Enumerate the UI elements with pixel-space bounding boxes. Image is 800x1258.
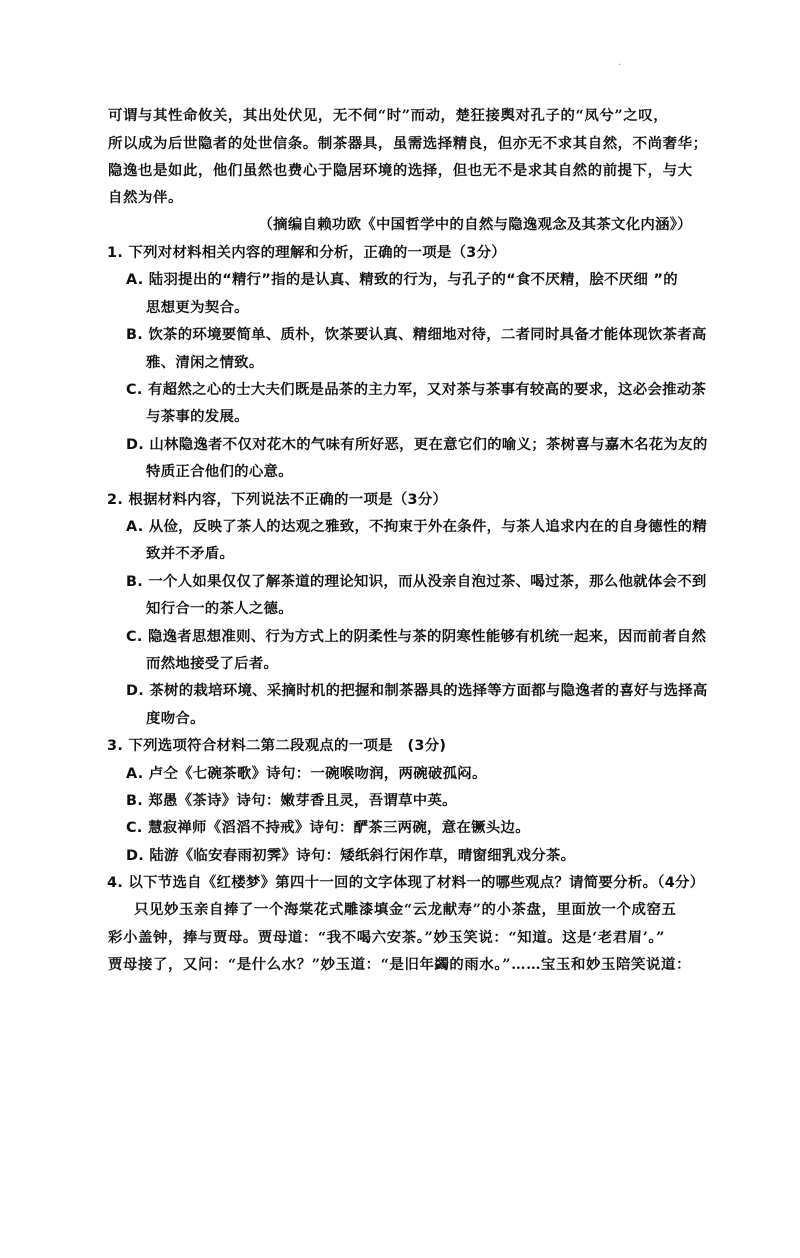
option-c: C. 有超然之心的士大夫们既是品茶的主力军，又对茶与茶事有较高的要求，这必会推动茶 <box>126 382 707 398</box>
option-d: D. 茶树的栽培环境、采摘时机的把握和制茶器具的选择等方面都与隐逸者的喜好与选择高 <box>126 683 708 699</box>
corner-mark: · <box>618 60 622 71</box>
option-c-cont: 而然地接受了后者。 <box>146 656 279 672</box>
option-d-cont: 特质正合他们的心意。 <box>146 464 293 480</box>
question-stem: 3. 下列选项符合材料二第二段观点的一项是 (3分) <box>107 738 447 754</box>
option-d-cont: 度吻合。 <box>146 711 205 727</box>
option-b-cont: 知行合一的茶人之德。 <box>146 601 293 617</box>
excerpt-line: 只见妙玉亲自捧了一个海棠花式雕漆填金“云龙献寿”的小茶盘，里面放一个成窑五 <box>134 901 677 918</box>
option-a-cont: 思想更为契合。 <box>146 300 249 316</box>
option-a: A. 卢仝《七碗茶歌》诗句：一碗喉吻润，两碗破孤闷。 <box>126 766 487 782</box>
passage-line: 可谓与其性命攸关，其出处伏见，无不伺“时”而动，楚狂接舆对孔子的“凤兮”之叹， <box>108 107 669 124</box>
option-d: D. 陆游《临安春雨初霁》诗句：矮纸斜行闲作草，晴窗细乳戏分茶。 <box>126 848 576 864</box>
excerpt-line: 贾母接了，又问：“是什么水？”妙玉道：“是旧年蠲的雨水。”……宝玉和妙玉陪笑说道： <box>108 956 691 973</box>
option-c: C. 慧寂禅师《滔滔不持戒》诗句：酽茶三两碗，意在镢头边。 <box>126 820 530 836</box>
passage-source: （摘编自赖功欧《中国哲学中的自然与隐逸观念及其茶文化内涵》） <box>258 217 692 233</box>
option-d: D. 山林隐逸者不仅对花木的气味有所好恶，更在意它们的喻义；茶树喜与嘉木名花为友的 <box>126 437 708 453</box>
excerpt-line: 彩小盖钟，捧与贾母。贾母道：“我不喝六安茶。”妙玉笑说：“知道。这是‘老君眉’。” <box>108 929 666 946</box>
option-b: B. 一个人如果仅仅了解茶道的理论知识，而从没亲自泡过茶、喝过茶，那么他就体会不到 <box>126 574 707 590</box>
question-stem: 1. 下列对材料相关内容的理解和分析，正确的一项是（3分） <box>107 245 506 261</box>
option-b-cont: 雅、清闲之情致。 <box>146 355 264 371</box>
passage-line: 隐逸也是如此，他们虽然也费心于隐居环境的选择，但也无不是求其自然的前提下，与大 <box>108 162 693 179</box>
option-a: A. 从俭，反映了茶人的达观之雅致，不拘束于外在条件，与茶人追求内在的自身德性的精 <box>126 519 708 535</box>
question-stem: 4. 以下节选自《红楼梦》第四十一回的文字体现了材料一的哪些观点？请简要分析。（4分） <box>107 875 705 891</box>
option-b: B. 郑愚《茶诗》诗句：嫩芽香且灵，吾谓草中英。 <box>126 793 457 809</box>
option-b: B. 饮茶的环境要简单、质朴，饮茶要认真、精细地对待，二者同时具备才能体现饮茶者高 <box>126 327 707 343</box>
option-a: A. 陆羽提出的“精行”指的是认真、精致的行为，与孔子的“食不厌精，脍不厌细 ”的 <box>126 272 678 288</box>
option-a-cont: 致并不矛盾。 <box>146 546 235 562</box>
question-stem: 2. 根据材料内容，下列说法不正确的一项是（3分） <box>107 492 448 508</box>
passage-line: 所以成为后世隐者的处世信条。制茶器具，虽需选择精良，但亦无不求其自然，不尚奢华； <box>108 135 708 152</box>
option-c-cont: 与茶事的发展。 <box>146 409 249 425</box>
passage-line: 自然为伴。 <box>108 189 183 206</box>
option-c: C. 隐逸者思想准则、行为方式上的阴柔性与茶的阴寒性能够有机统一起来，因而前者自然 <box>126 629 707 645</box>
